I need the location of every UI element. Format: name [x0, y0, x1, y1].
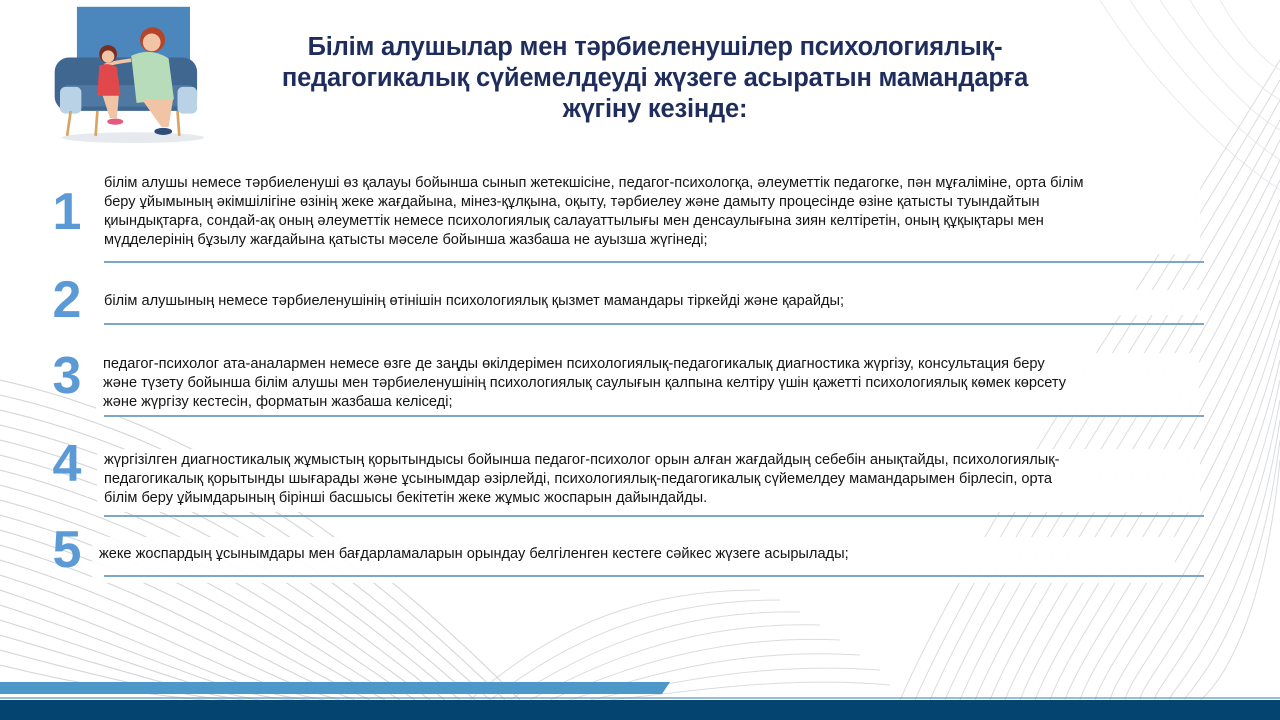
item-text — [103, 355, 1193, 412]
psychologist-child-illustration — [44, 0, 222, 156]
item-number: 2 — [52, 271, 82, 329]
text-line: және жүргізу кестесін, форматын жазбаша келіседі; — [103, 394, 453, 410]
item-number: 3 — [52, 347, 82, 405]
text-line: жүргізілген диагностикалық жұмыстың қорытындысы бойынша педагог-психолог орын алған жағдайдың себебін анықтайды, психологиялық- — [104, 452, 1060, 468]
footer-accent-stripe — [0, 682, 670, 694]
text-line: білім алушының немесе тәрбиеленушінің өтінішін психологиялық қызмет мамандары тіркейді және қарайды; — [104, 293, 845, 309]
title-line-2: педагогикалық сүйемелдеуді жүзеге асыратын мамандарға — [281, 64, 1029, 92]
text-line: педагогикалық қорытынды шығарады және ұсынымдар әзірлейді, психологиялық-педагогикалық сүйемелдеу мамандарымен бірлесіп, орта — [104, 471, 1052, 487]
divider — [104, 515, 1204, 517]
item-number: 4 — [52, 435, 82, 493]
text-line: білім алушы немесе тәрбиеленуші өз қалауы бойынша сынып жетекшісіне, педагог-психологқа, әлеуметтік педагогке, пән мұғаліміне, орта білім — [104, 175, 1084, 191]
divider — [104, 323, 1204, 325]
text-line: қиындықтарға, сондай-ақ оның әлеуметтік немесе психологиялық салауаттылығы мен денсаулығына зиян келтіретін, оның құқықтары мен — [104, 213, 1044, 229]
slide-title — [250, 32, 1060, 125]
title-line-1: Білім алушылар мен тәрбиеленушілер психологиялық- — [307, 33, 1003, 61]
divider — [104, 415, 1204, 417]
item-number: 1 — [52, 183, 82, 241]
footer-band — [0, 700, 1280, 720]
footer-thin-line — [0, 697, 1280, 699]
text-line: білім беру ұйымдарының бірінші басшысы бекітетін жеке жұмыс жоспарын дайындайды. — [104, 490, 708, 506]
text-line: жеке жоспардың ұсынымдары мен бағдарламаларын орындау белгіленген кестеге сәйкес жүзеге асырылады; — [99, 546, 849, 562]
divider — [104, 575, 1204, 577]
text-line: педагог-психолог ата-аналармен немесе өзге де заңды өкілдерімен психологиялық-педагогикалық диагностика жүргізу, консультация беру — [103, 356, 1045, 372]
title-line-3: жүгіну кезінде: — [562, 95, 748, 123]
text-line: беру ұйымының әкімшілігіне өзінің жеке жағдайына, мінез-құлқына, оқыту, тәрбиелеу және дамыту процесінде өзіне қатысты туындайтын — [104, 194, 1040, 210]
item-text — [104, 451, 1194, 508]
window-panel — [77, 7, 190, 60]
divider — [104, 261, 1204, 263]
item-text — [99, 539, 1169, 564]
text-line: мүдделерінің бұзылу жағдайына қатысты мәселе бойынша жазбаша не ауызша жүгінеді; — [104, 232, 708, 248]
item-text — [104, 174, 1194, 250]
item-number: 5 — [52, 521, 82, 579]
text-line: және түзету бойынша білім алушы мен тәрбиеленушінің психологиялық саулығын қалпына келтіру үшін қажетті психологиялық көмек көрсету — [103, 375, 1067, 391]
item-text — [104, 292, 1194, 311]
